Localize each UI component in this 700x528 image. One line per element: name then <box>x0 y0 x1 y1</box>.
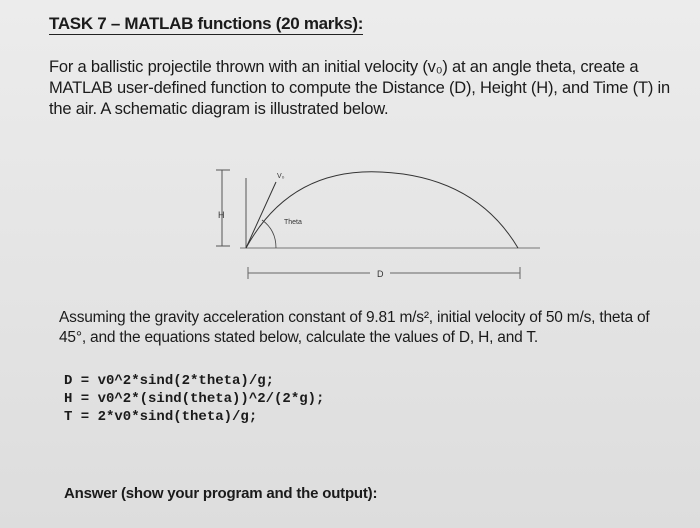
velocity-vector <box>246 182 276 248</box>
angle-label: Theta <box>284 219 302 226</box>
task-title: TASK 7 – MATLAB functions (20 marks): <box>49 14 364 33</box>
trajectory-arc <box>246 172 518 248</box>
equation-height: H = v0^2*(sind(theta))^2/(2*g); <box>64 391 325 407</box>
equation-distance: D = v0^2*sind(2*theta)/g; <box>64 373 275 389</box>
distance-label: D <box>377 269 384 279</box>
projectile-diagram <box>200 160 540 285</box>
equation-time: T = 2*v0*sind(theta)/g; <box>64 409 258 425</box>
task-assumptions: Assuming the gravity acceleration constant of 9.81 m/s², initial velocity of 50 m/s, theta of 45°, and the equations stated below, calculate the values of D, H, and T. <box>59 309 650 346</box>
height-label: H <box>218 210 225 220</box>
angle-arc <box>262 220 276 248</box>
equations-block <box>64 372 324 426</box>
task-intro: For a ballistic projectile thrown with an initial velocity (v₀) at an angle theta, create a MATLAB user-defined function to compute the Distance (D), Height (H), and Time (T) in the air. A schematic diagram is illustrated below. <box>49 58 670 118</box>
answer-prompt: Answer (show your program and the output): <box>64 485 378 502</box>
velocity-label: V₀ <box>277 173 285 180</box>
